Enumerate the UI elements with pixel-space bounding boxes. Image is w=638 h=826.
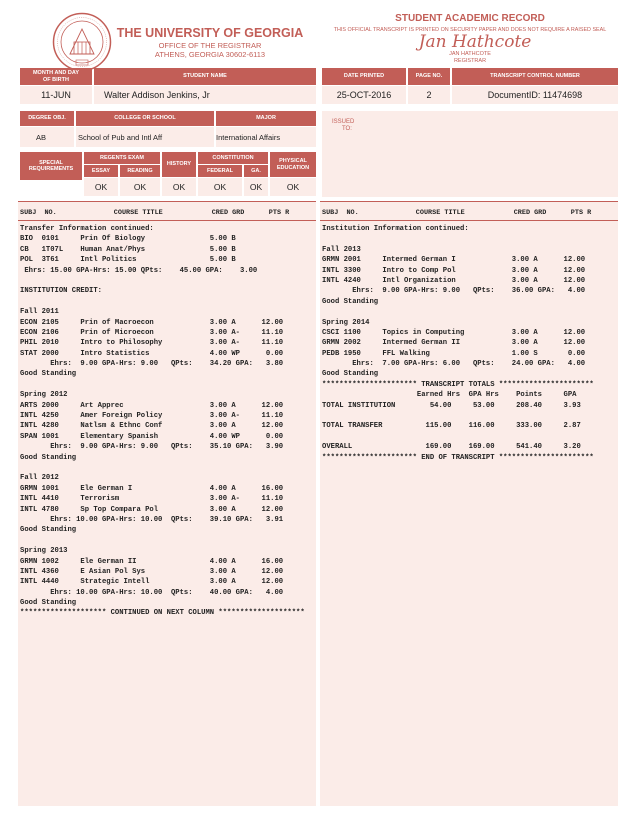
major-value: International Affairs — [216, 127, 316, 147]
transcript-line: Fall 2013 — [322, 245, 361, 254]
transcript-line: Transfer Information continued: — [20, 225, 154, 233]
federal-label: FEDERAL — [198, 165, 242, 177]
transcript-line: Spring 2014 — [322, 318, 370, 327]
page-no-label: PAGE NO. — [408, 68, 450, 85]
history-status: OK — [162, 178, 196, 196]
federal-status: OK — [198, 178, 242, 196]
transcript-line: Ehrs: 10.00 GPA-Hrs: 10.00 QPts: 40.00 GPA: 4.00 — [20, 588, 284, 597]
essay-label: ESSAY — [84, 165, 118, 177]
transcript-line: ECON 2106 Prin of Microecon 3.00 A- 11.10 — [20, 328, 284, 337]
transcript-line: PHIL 2010 Intro to Philosophy 3.00 A- 11.10 — [20, 339, 284, 348]
right-header-divider — [320, 220, 618, 221]
transcript-line: Good Standing — [20, 526, 77, 535]
transcript-line: Ehrs: 9.00 GPA-Hrs: 9.00 QPts: 36.00 GPA: 4.00 — [322, 287, 586, 296]
issued-label: ISSUED — [332, 119, 355, 125]
transcript-line — [322, 234, 616, 244]
essay-status: OK — [84, 178, 118, 196]
transcript-line: Ehrs: 7.00 GPA-Hrs: 6.00 QPts: 24.00 GPA: 4.00 — [322, 360, 586, 369]
ga-status: OK — [244, 178, 268, 196]
transcript-line: Good Standing — [322, 370, 379, 379]
transcript-line: Spring 2012 — [20, 391, 68, 400]
transcript-line — [20, 276, 314, 286]
regents-exam-label: REGENTS EXAM — [84, 152, 160, 164]
degree-label: DEGREE OBJ. — [20, 111, 74, 126]
reading-label: READING — [120, 165, 160, 177]
control-number-label: TRANSCRIPT CONTROL NUMBER — [452, 68, 618, 85]
physical-education-label: PHYSICAL EDUCATION — [270, 152, 316, 177]
reading-status: OK — [120, 178, 160, 196]
registrar-signature: Jan Hathcote — [418, 32, 532, 52]
transcript-line: CSCI 1100 Topics in Computing 3.00 A 12.00 — [322, 328, 586, 337]
university-seal — [52, 12, 112, 72]
name-label: STUDENT NAME — [94, 68, 316, 85]
transcript-line — [322, 411, 616, 421]
record-title: STUDENT ACADEMIC RECORD — [395, 13, 545, 24]
university-name: THE UNIVERSITY OF GEORGIA — [116, 26, 304, 40]
transcript-line: PEDB 1950 FFL Walking 1.00 S 0.00 — [322, 349, 586, 358]
transcript-line: ********************** TRANSCRIPT TOTALS ********************** — [322, 380, 594, 389]
history-label: HISTORY — [162, 152, 196, 177]
control-number: DocumentID: 11474698 — [452, 86, 618, 104]
transcript-line: Ehrs: 9.00 GPA-Hrs: 9.00 QPts: 35.10 GPA: 3.90 — [20, 443, 284, 452]
transcript-line — [322, 432, 616, 442]
left-course-column — [18, 201, 316, 806]
security-note: THIS OFFICIAL TRANSCRIPT IS PRINTED ON SECURITY PAPER AND DOES NOT REQUIRE A RAISED SEAL — [333, 27, 607, 33]
birth-date: 11-JUN — [20, 86, 92, 104]
transcript-line: Fall 2011 — [20, 308, 59, 317]
date-printed-label: DATE PRINTED — [322, 68, 406, 85]
transcript-line: Earned Hrs GPA Hrs Points GPA — [322, 391, 577, 400]
page-number: 2 — [408, 86, 450, 104]
student-name: Walter Addison Jenkins, Jr — [94, 86, 316, 104]
pe-status: OK — [270, 178, 316, 196]
transcript-line: Good Standing — [20, 599, 77, 608]
registrar-name: JAN HATHCOTE — [449, 51, 491, 57]
transcript-line: Good Standing — [20, 370, 77, 379]
transcript-line: TOTAL INSTITUTION 54.00 53.00 208.40 3.93 — [322, 401, 581, 410]
transcript-line: ******************** CONTINUED ON NEXT COLUMN ******************** — [20, 609, 305, 618]
arrow-icon — [34, 180, 70, 192]
transcript-line: INTL 4240 Intl Organization 3.00 A 12.00 — [322, 276, 586, 285]
transcript-line: Spring 2013 — [20, 547, 68, 556]
transcript-line: GRMN 1001 Ele German I 4.00 A 16.00 — [20, 484, 284, 493]
special-requirements-label — [20, 152, 82, 180]
transcript-line: Good Standing — [322, 297, 379, 306]
transcript-line: SPAN 1001 Elementary Spanish 4.00 WP 0.00 — [20, 432, 284, 441]
transcript-line: STAT 2000 Intro Statistics 4.00 WP 0.00 — [20, 349, 284, 358]
issued-to-box — [322, 111, 618, 197]
transcript-line: Ehrs: 9.00 GPA-Hrs: 9.00 QPts: 34.20 GPA: 3.80 — [20, 360, 284, 369]
transcript-line: INTL 4280 Natlsm & Ethnc Conf 3.00 A 12.00 — [20, 422, 284, 431]
right-course-column — [320, 201, 618, 806]
transcript-line: Fall 2012 — [20, 474, 59, 483]
transcript-line: Good Standing — [20, 453, 77, 462]
right-column-header: SUBJ NO. COURSE TITLE CRED GRD PTS R — [322, 209, 592, 217]
left-header-divider — [18, 220, 316, 221]
transcript-line: Ehrs: 10.00 GPA-Hrs: 10.00 QPts: 39.10 GPA: 3.91 — [20, 515, 284, 524]
transcript-line: GRMN 2002 Intermed German II 3.00 A 12.00 — [322, 339, 586, 348]
transcript-line — [20, 380, 314, 390]
transcript-line: GRMN 2001 Intermed German I 3.00 A 12.00 — [322, 256, 586, 265]
transcript-line: INSTITUTION CREDIT: — [20, 287, 102, 296]
transcript-line: Ehrs: 15.00 GPA-Hrs: 15.00 QPts: 45.00 GPA: 3.00 — [20, 266, 258, 275]
registrar-title: REGISTRAR — [453, 58, 487, 64]
to-label: TO: — [342, 126, 352, 132]
transcript-line: INTL 4410 Terrorism 3.00 A- 11.10 — [20, 495, 284, 504]
transcript-line: GRMN 1002 Ele German II 4.00 A 16.00 — [20, 557, 284, 566]
registrar-office: OFFICE OF THE REGISTRAR — [158, 41, 262, 50]
birth-label: MONTH AND DAY OF BIRTH — [20, 68, 92, 85]
transcript-line: ARTS 2000 Art Apprec 3.00 A 12.00 — [20, 401, 284, 410]
transcript-line — [322, 307, 616, 317]
date-printed: 25-OCT-2016 — [322, 86, 406, 104]
major-label: MAJOR — [216, 111, 316, 126]
left-course-lines — [20, 224, 314, 619]
transcript-line: ********************** END OF TRANSCRIPT ********************** — [322, 453, 594, 462]
transcript-line: TOTAL TRANSFER 115.00 116.00 333.00 2.87 — [322, 422, 581, 431]
college-value: School of Pub and Intl Aff — [76, 127, 214, 147]
right-course-lines — [322, 224, 616, 463]
transcript-line — [20, 297, 314, 307]
transcript-line: INTL 4360 E Asian Pol Sys 3.00 A 12.00 — [20, 567, 284, 576]
transcript-line: OVERALL 169.00 169.00 541.40 3.20 — [322, 443, 581, 452]
transcript-line — [20, 536, 314, 546]
transcript-line: POL 3T61 Intl Politics 5.00 B — [20, 256, 236, 265]
left-column-header: SUBJ NO. COURSE TITLE CRED GRD PTS R — [20, 209, 290, 217]
constitution-label: CONSTITUTION — [198, 152, 268, 164]
ga-label: GA. — [244, 165, 268, 177]
transcript-line: BIO 0101 Prin Of Biology 5.00 B — [20, 235, 236, 244]
transcript-line: INTL 4440 Strategic Intell 3.00 A 12.00 — [20, 578, 284, 587]
special-requirements-text: SPECIAL REQUIREMENTS — [28, 159, 74, 172]
transcript-line: ECON 2105 Prin of Macroecon 3.00 A 12.00 — [20, 318, 284, 327]
transcript-line — [20, 463, 314, 473]
transcript-line: CB 1T07L Human Anat/Phys 5.00 B — [20, 245, 236, 254]
college-label: COLLEGE OR SCHOOL — [76, 111, 214, 126]
transcript-line: INTL 4780 Sp Top Compara Pol 3.00 A 12.00 — [20, 505, 284, 514]
transcript-line: Institution Information continued: — [322, 225, 469, 233]
registrar-address: ATHENS, GEORGIA 30602-6113 — [154, 50, 266, 59]
transcript-line: INTL 3300 Intro to Comp Pol 3.00 A 12.00 — [322, 266, 586, 275]
transcript-line: INTL 4250 Amer Foreign Policy 3.00 A- 11.10 — [20, 412, 284, 421]
degree-value: AB — [20, 127, 74, 147]
